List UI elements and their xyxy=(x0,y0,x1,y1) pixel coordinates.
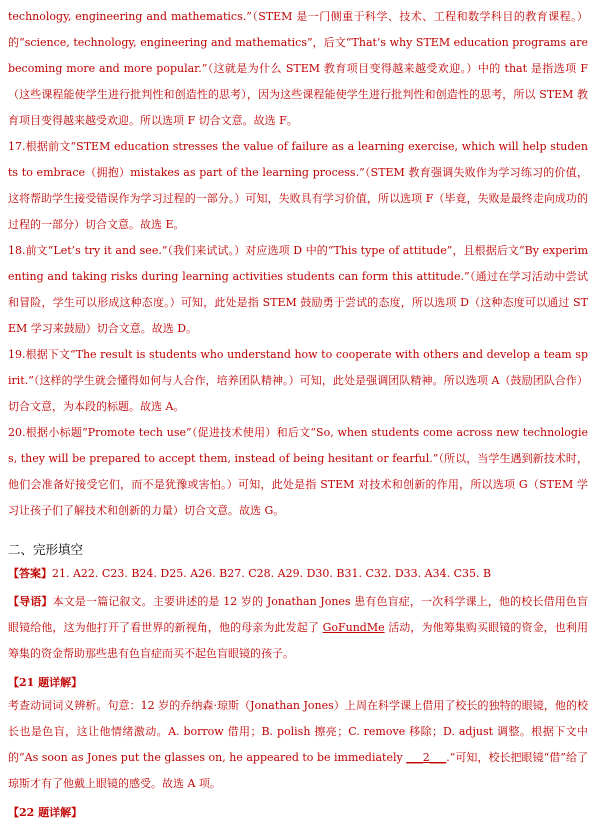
q21-text-after: .”可知，校长把眼镜“借”给了琼斯才有了他戴上眼镜的感受。故选 A 项。 xyxy=(8,751,588,790)
explanation-20: 20.根据小标题“Promote tech use”（促进技术使用）和后文“So, when students come across new technologies, they will be prepared to accept them, instead of being hesitant or fearful.”（所以，当学生遇到新技术时，他们会准备好接受它们，而不是犹豫或害怕。）可知，此处是指 STEM 对技术和创新的作用，所以选项 G（STEM 学习让孩子们了解技术和创新的力量）切合文意。故选 G。 xyxy=(8,426,588,517)
q21-text-before: 考查动词词义辨析。句意：12 岁的乔纳森·琼斯（Jonathan Jones）上周在科学课上借用了校长的独特的眼镜，他的校长也是色盲，这让他情绪激动。A. borrow 借用；B. polish 擦亮；C. remove 移除；D. adjust 调整。根据下文中的“As soon as Jones put the glasses on, he appeared to be immediately xyxy=(8,699,588,764)
q22-heading: 【22 题详解】 xyxy=(8,806,83,819)
q22-label xyxy=(8,800,588,826)
q21-explanation xyxy=(8,693,588,797)
answer-text: 21. A22. C23. B24. D25. A26. B27. C28. A29. D30. B31. C32. D33. A34. C35. B xyxy=(52,567,492,580)
guide-label: 【导语】 xyxy=(8,595,53,608)
guide-paragraph xyxy=(8,589,588,667)
guide-text-before: 本文是一篇记叙文。主要讲述的是 12 岁的 Jonathan Jones 患有色盲症，一次科学课上，他的校长借用色盲眼镜给他，这为他打开了看世界的新视角，他的母亲为此发起了 xyxy=(8,595,588,634)
answer-key xyxy=(8,561,588,587)
guide-link: GoFundMe xyxy=(322,621,385,634)
explanation-18: 18.前文“Let’s try it and see.”（我们来试试。）对应选项 D 中的“This type of attitude”，且根据后文“By experimenting and taking risks during learning activities students can form this attitude.”（通过在学习活动中尝试和冒险，学生可以形成这种态度。）可知，此处是指 STEM 鼓励勇于尝试的态度，所以选项 D（这种态度可以通过 STEM 学习来鼓励）切合文意。故选 D。 xyxy=(8,244,588,335)
section-heading: 二、完形填空 xyxy=(8,542,84,557)
explanation-17: 17.根据前文“STEM education stresses the value of failure as a learning exercise, which will help students to embrace（拥抱）mistakes as part of the learning process.”（STEM 教育强调失败作为学习练习的价值，这将帮助学生接受错误作为学习过程的一部分。）可知，失败具有学习价值，所以选项 F（毕竟，失败是最终走向成功的过程的一部分）切合文意。故选 E。 xyxy=(8,140,588,231)
answer-label: 【答案】 xyxy=(8,567,52,580)
q21-blank: ___2___ xyxy=(406,751,447,764)
explanation-19: 19.根据下文“The result is students who understand how to cooperate with others and develop a team spirit.”（这样的学生就会懂得如何与人合作，培养团队精神。）可知，此处是强调团队精神。所以选项 A（鼓励团队合作）切合文意，为本段的标题。故选 A。 xyxy=(8,348,588,413)
explanation-16-tail: technology, engineering and mathematics.”（STEM 是一门侧重于科学、技术、工程和数学科目的教育课程。）的“science, technology, engineering and mathematics”，后文“That’s why STEM education programs are becoming more and more popular.”（这就是为什么 STEM 教育项目变得越来越受欢迎。）中的 that 是指选项 F（这些课程能使学生进行批判性和创造性的思考），因为这些课程能使学生进行批判性和创造性的思考，所以 STEM 教育项目变得越来越受欢迎。所以选项 F 切合文意。故选 F。 xyxy=(8,10,588,127)
guide-text-after: 活动，为他筹集购买眼镜的资金，也利用筹集的资金帮助那些患有色盲症而买不起色盲眼镜的孩子。 xyxy=(8,621,588,660)
q21-heading: 【21 题详解】 xyxy=(8,676,83,689)
